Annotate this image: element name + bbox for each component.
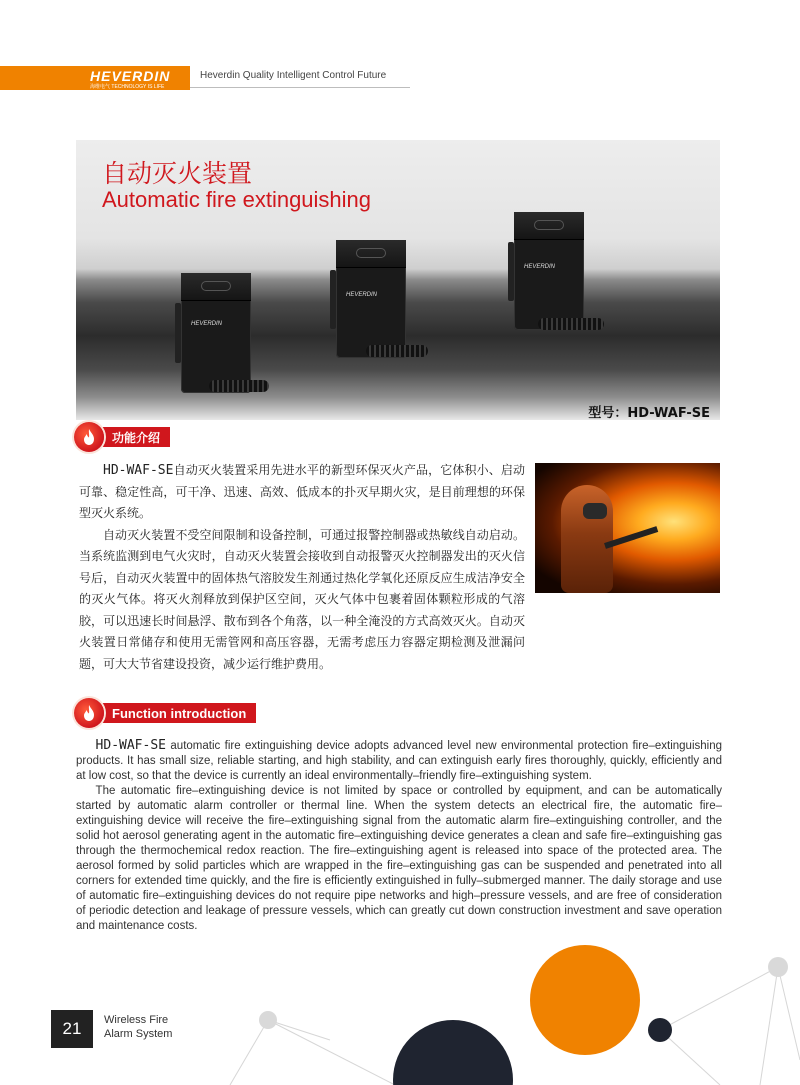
flame-icon xyxy=(74,422,104,452)
device-brand-label: HEVERDIN xyxy=(191,321,223,327)
brand-logo: HEVERDIN xyxy=(90,68,171,84)
paragraph-cn-1-text: 自动灭火装置采用先进水平的新型环保灭火产品，它体积小、启动可靠、稳定性高，可干净、迅速、高效、低成本的扑灭早期火灾，是目前理想的环保型灭火系统。 xyxy=(79,463,525,520)
section-heading-en xyxy=(74,698,256,728)
header-tagline: Heverdin Quality Intelligent Control Future xyxy=(200,70,387,81)
paragraph-en-1-text: automatic fire extinguishing device adopts advanced level new environmental protection fire–extinguishing products. It has small size, reliable starting, and high stability, and can extinguish early fires thoroughly, quickly, efficiently and at low cost, so that the device is currently an ideal environmentally–friendly fire–extinguishing system. xyxy=(76,740,722,782)
device-hose-right xyxy=(538,318,604,330)
footer-label-line2: Alarm System xyxy=(104,1028,173,1040)
flame-icon xyxy=(74,698,104,728)
model-number: 型号：HD-WAF-SE xyxy=(588,406,710,420)
banner-title-cn: 自动灭火装置 xyxy=(102,159,253,188)
paragraph-cn-2: 自动灭火装置不受空间限制和设备控制，可通过报警控制器或热敏线自动启动。当系统监测到电气火灾时，自动灭火装置会接收到自动报警灭火控制器发出的灭火信号后，自动灭火装置中的固体热气溶胶发生剂通过热化学氧化还原反应生成洁净安全的灭火气体。将灭火剂释放到保护区空间，灭火气体中包裹着固体颗粒形成的气溶胶，可以迅速长时间悬浮、散布到各个角落，以一种全淹没的方式高效灭火。自动灭火装置日常储存和使用无需管网和高压容器，无需考虑压力容器定期检测及泄漏问题，可大大节省建设投资，减少运行维护费用。 xyxy=(79,527,525,671)
paragraph-cn-1 xyxy=(79,460,525,525)
device-image-middle xyxy=(336,240,406,358)
description-en xyxy=(76,738,722,934)
footer-label-line1: Wireless Fire xyxy=(104,1014,169,1026)
device-brand-label: HEVERDIN xyxy=(346,292,378,298)
banner-title-en: Automatic fire extinguishing xyxy=(102,187,372,212)
firefighter-photo xyxy=(535,463,720,593)
paragraph-en-1 xyxy=(76,738,722,784)
device-hose-middle xyxy=(366,345,428,357)
model-inline-cn: HD-WAF-SE xyxy=(103,463,174,478)
brand-logo-sub: 海维电气 TECHNOLOGY IS LIFE xyxy=(90,84,165,90)
description-cn xyxy=(79,460,525,675)
model-inline-en: HD-WAF-SE xyxy=(95,738,166,753)
section-label-en: Function introduction xyxy=(98,703,256,723)
header-rule xyxy=(190,87,410,88)
section-heading-cn xyxy=(74,422,170,452)
product-banner xyxy=(76,140,720,420)
section-label-cn: 功能介绍 xyxy=(98,427,170,447)
device-image-left xyxy=(181,273,251,393)
page-number: 21 xyxy=(51,1010,93,1048)
paragraph-en-2: The automatic fire–extinguishing device is not limited by space or controlled by equipment, and can be automatically started by automatic alarm controller or thermal line. When the system detects an electrical fire, the automatic fire–extinguishing device will receive the fire–extinguishing signal from the automatic alarm fire–extinguishing controller, and the solid hot aerosol generating agent in the automatic fire–extinguishing device generates a clean and safe fire–extinguishing gas through the thermochemical redox reaction. The fire–extinguishing agent is released into space of the protected area. The aerosol formed by solid particles which are wrapped in the fire–extinguishing gas can be suspended and penetrated into all corners for extended time quickly, and the fire is efficiently extinguished in fully–submerged manner. The daily storage and use of automatic fire–extinguishing devices do not require pipe networks and high–pressure vessels, and are free of consideration of periodic detection and leakage of pressure vessels, which can greatly cut down construction investment and save operation and maintenance costs. xyxy=(76,785,722,932)
device-image-right xyxy=(514,212,584,330)
device-brand-label: HEVERDIN xyxy=(524,264,556,270)
device-hose-left xyxy=(209,380,269,392)
